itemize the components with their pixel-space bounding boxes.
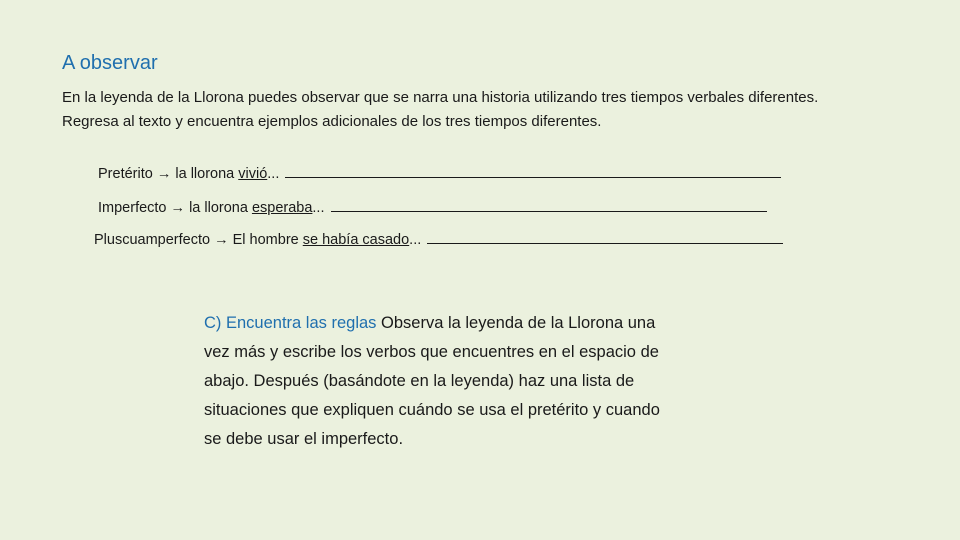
answer-blank[interactable]: [285, 163, 781, 178]
task-body: Observa la leyenda de la Llorona una vez más y escribe los verbos que encuentres en el espacio de abajo. Después (basándote en la leyenda) haz una lista de situaciones que expliquen cuándo se usa el pretérito y cuando se debe usar el imperfecto.: [204, 314, 660, 448]
example-verb: esperaba: [251, 200, 313, 216]
example-imperfecto: [98, 197, 767, 216]
arrow-icon: →: [170, 200, 186, 216]
example-prefix: la llorona: [175, 166, 235, 182]
tense-label: Pluscuamperfecto: [94, 232, 211, 248]
task-paragraph: [204, 309, 674, 454]
tense-label: Pretérito: [98, 166, 153, 182]
tense-label: Imperfecto: [98, 200, 167, 216]
intro-paragraph: En la leyenda de la Llorona puedes observar que se narra una historia utilizando tres tiempos verbales diferentes. Regresa al texto y encuentra ejemplos adicionales de los tres tiempos diferentes.: [62, 89, 819, 130]
task-heading: C) Encuentra las reglas: [204, 314, 377, 332]
example-pluscuamperfecto: [94, 229, 783, 248]
example-prefix: El hombre: [232, 232, 299, 248]
answer-blank[interactable]: [331, 197, 767, 212]
example-verb: se había casado: [302, 232, 410, 248]
arrow-icon: →: [156, 166, 172, 182]
example-dots: ...: [312, 200, 325, 216]
arrow-icon: →: [214, 232, 229, 248]
example-dots: ...: [267, 166, 280, 182]
answer-blank[interactable]: [427, 229, 783, 244]
example-dots: ...: [409, 232, 422, 248]
example-preterito: [98, 163, 781, 182]
example-prefix: la llorona: [189, 200, 248, 216]
example-verb: vivió: [238, 166, 268, 182]
page-title: A observar: [62, 52, 158, 74]
